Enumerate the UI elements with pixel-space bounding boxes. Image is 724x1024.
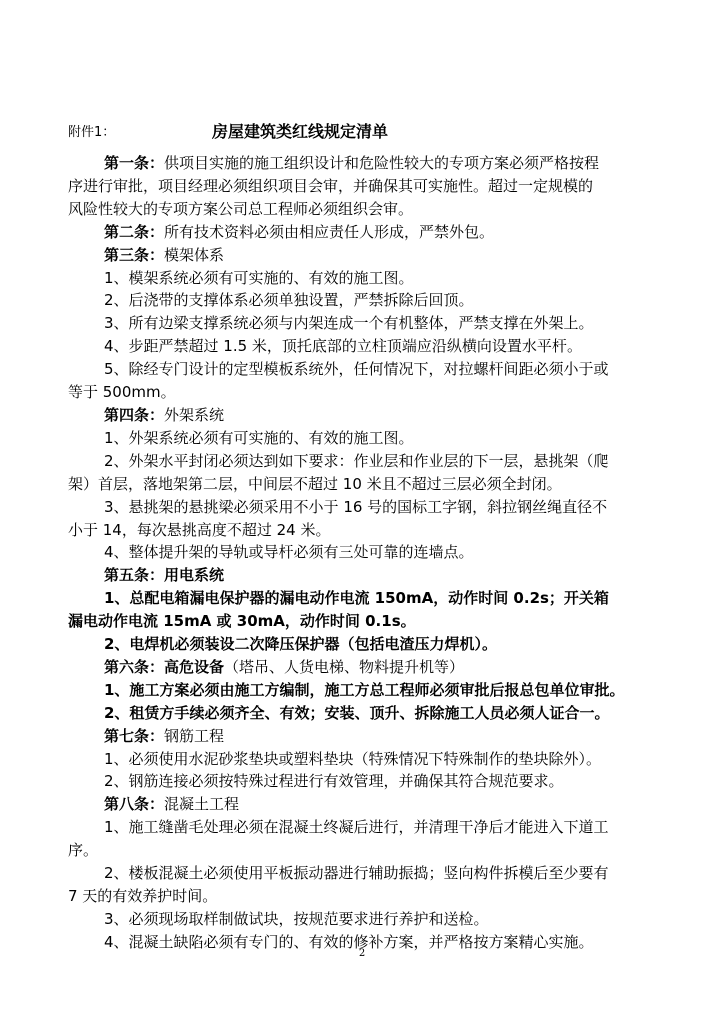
line-text: 2、外架水平封闭必须达到如下要求：作业层和作业层的下一层，悬挑架（爬	[104, 451, 609, 470]
article-label: 第一条：	[104, 154, 165, 172]
line-text: 等于 500mm。	[68, 383, 176, 402]
body-line	[68, 862, 680, 885]
body-line	[68, 610, 680, 633]
attachment-label: 附件1：	[68, 125, 116, 140]
body-line	[68, 587, 680, 610]
article-heading-line	[68, 244, 680, 267]
line-text: 序。	[68, 841, 99, 860]
line-text: 模架体系	[164, 245, 225, 264]
article-label: 第二条：	[104, 222, 165, 241]
article-label: 第三条：	[104, 245, 165, 264]
article-heading-line	[68, 152, 680, 175]
line-text: 供项目实施的施工组织设计和危险性较大的专项方案必须严格按程	[164, 154, 600, 172]
body-line	[68, 541, 680, 564]
body-line	[68, 427, 680, 450]
body-line	[68, 885, 680, 908]
article-label: 第五条：	[104, 566, 165, 585]
body-line	[68, 816, 680, 839]
body-line	[68, 748, 680, 771]
body-line	[68, 839, 680, 862]
line-text: 1、施工缝凿毛处理必须在混凝土终凝后进行，并清理干净后才能进入下道工	[104, 818, 609, 837]
line-text: 风险性较大的专项方案公司总工程师必须组织会审。	[68, 199, 414, 218]
line-text: 4、混凝土缺陷必须有专门的、有效的修补方案，并严格按方案精心实施。	[104, 932, 594, 951]
body-line	[68, 450, 680, 473]
line-text: 1、总配电箱漏电保护器的漏电动作电流 150mA，动作时间 0.2s；开关箱	[104, 589, 609, 608]
line-text: 外架系统	[164, 405, 225, 424]
line-text: 1、施工方案必须由施工方编制，施工方总工程师必须审批后报总包单位审批。	[104, 680, 625, 699]
line-text: 3、悬挑架的悬挑梁必须采用不小于 16 号的国标工字钢，斜拉钢丝绳直径不	[104, 497, 608, 516]
line-text: 2、楼板混凝土必须使用平板振动器进行辅助振捣；竖向构件拆模后至少要有	[104, 864, 609, 883]
article-label: 第六条：	[104, 657, 165, 676]
line-text: 2、钢筋连接必须按特殊过程进行有效管理，并确保其符合规范要求。	[104, 772, 564, 791]
body-line	[68, 473, 680, 496]
line-text: 7 天的有效养护时间。	[68, 887, 218, 905]
body-line	[68, 312, 680, 335]
body-line	[68, 267, 680, 290]
line-text: 2、电焊机必须装设二次降压保护器（包括电渣压力焊机）。	[104, 635, 497, 654]
line-text: 1、模架系统必须有可实施的、有效的施工图。	[104, 268, 414, 287]
document-header	[68, 118, 688, 146]
line-text: 混凝土工程	[164, 795, 240, 814]
article-heading-line	[68, 793, 680, 816]
body-line	[68, 381, 680, 404]
line-text: 3、必须现场取样制做试块，按规范要求进行养护和送检。	[104, 909, 489, 928]
line-text: 小于 14，每次悬挑高度不超过 24 米。	[68, 520, 331, 539]
line-text: 4、整体提升架的导轨或导杆必须有三处可靠的连墙点。	[104, 543, 474, 562]
line-text: 3、所有边梁支撑系统必须与内架连成一个有机整体，严禁支撑在外架上。	[104, 314, 594, 333]
line-text: 漏电动作电流 15mA 或 30mA，动作时间 0.1s。	[68, 612, 416, 631]
body-line	[68, 702, 680, 725]
body-line	[68, 289, 680, 312]
document-body	[68, 152, 680, 954]
article-label: 第四条：	[104, 405, 165, 424]
line-text: 2、租赁方手续必须齐全、有效；安装、顶升、拆除施工人员必须人证合一。	[104, 703, 610, 722]
line-text: 1、外架系统必须有可实施的、有效的施工图。	[104, 428, 414, 447]
document-title: 房屋建筑类红线规定清单	[212, 122, 389, 141]
article-heading-line	[68, 564, 680, 587]
body-line	[68, 519, 680, 542]
article-heading-line	[68, 656, 680, 679]
body-line	[68, 335, 680, 358]
article-label: 第八条：	[104, 795, 165, 814]
body-line	[68, 496, 680, 519]
line-text: 用电系统	[164, 566, 225, 585]
body-line	[68, 358, 680, 381]
body-line	[68, 633, 680, 656]
line-text: 高危设备（塔吊、人货电梯、物料提升机等）	[164, 657, 465, 676]
line-text: 1、必须使用水泥砂浆垫块或塑料垫块（特殊情况下特殊制作的垫块除外）。	[104, 749, 602, 768]
body-line	[68, 908, 680, 931]
line-text: 5、除经专门设计的定型模板系统外，任何情况下，对拉螺杆间距必须小于或	[104, 360, 609, 379]
line-text: 2、后浇带的支撑体系必须单独设置，严禁拆除后回顶。	[104, 291, 474, 310]
body-line	[68, 679, 680, 702]
line-text: 4、步距严禁超过 1.5 米，顶托底部的立柱顶端应沿纵横向设置水平杆。	[104, 337, 582, 356]
article-heading-line	[68, 404, 680, 427]
bold-prefix: 高危设备	[164, 657, 225, 676]
article-label: 第七条：	[104, 726, 165, 745]
body-line	[68, 770, 680, 793]
line-text: 序进行审批，项目经理必须组织项目会审，并确保其可实施性。超过一定规模的	[68, 176, 594, 195]
line-text: 所有技术资料必须由相应责任人形成，严禁外包。	[164, 222, 495, 241]
article-heading-line	[68, 725, 680, 748]
body-line	[68, 931, 680, 954]
body-line	[68, 175, 680, 198]
body-line	[68, 198, 680, 221]
line-text: 架）首层，落地架第二层，中间层不超过 10 米且不超过三层必须全封闭。	[68, 474, 562, 493]
page-number: 2	[358, 948, 366, 959]
line-text: 钢筋工程	[164, 726, 225, 745]
article-heading-line	[68, 221, 680, 244]
